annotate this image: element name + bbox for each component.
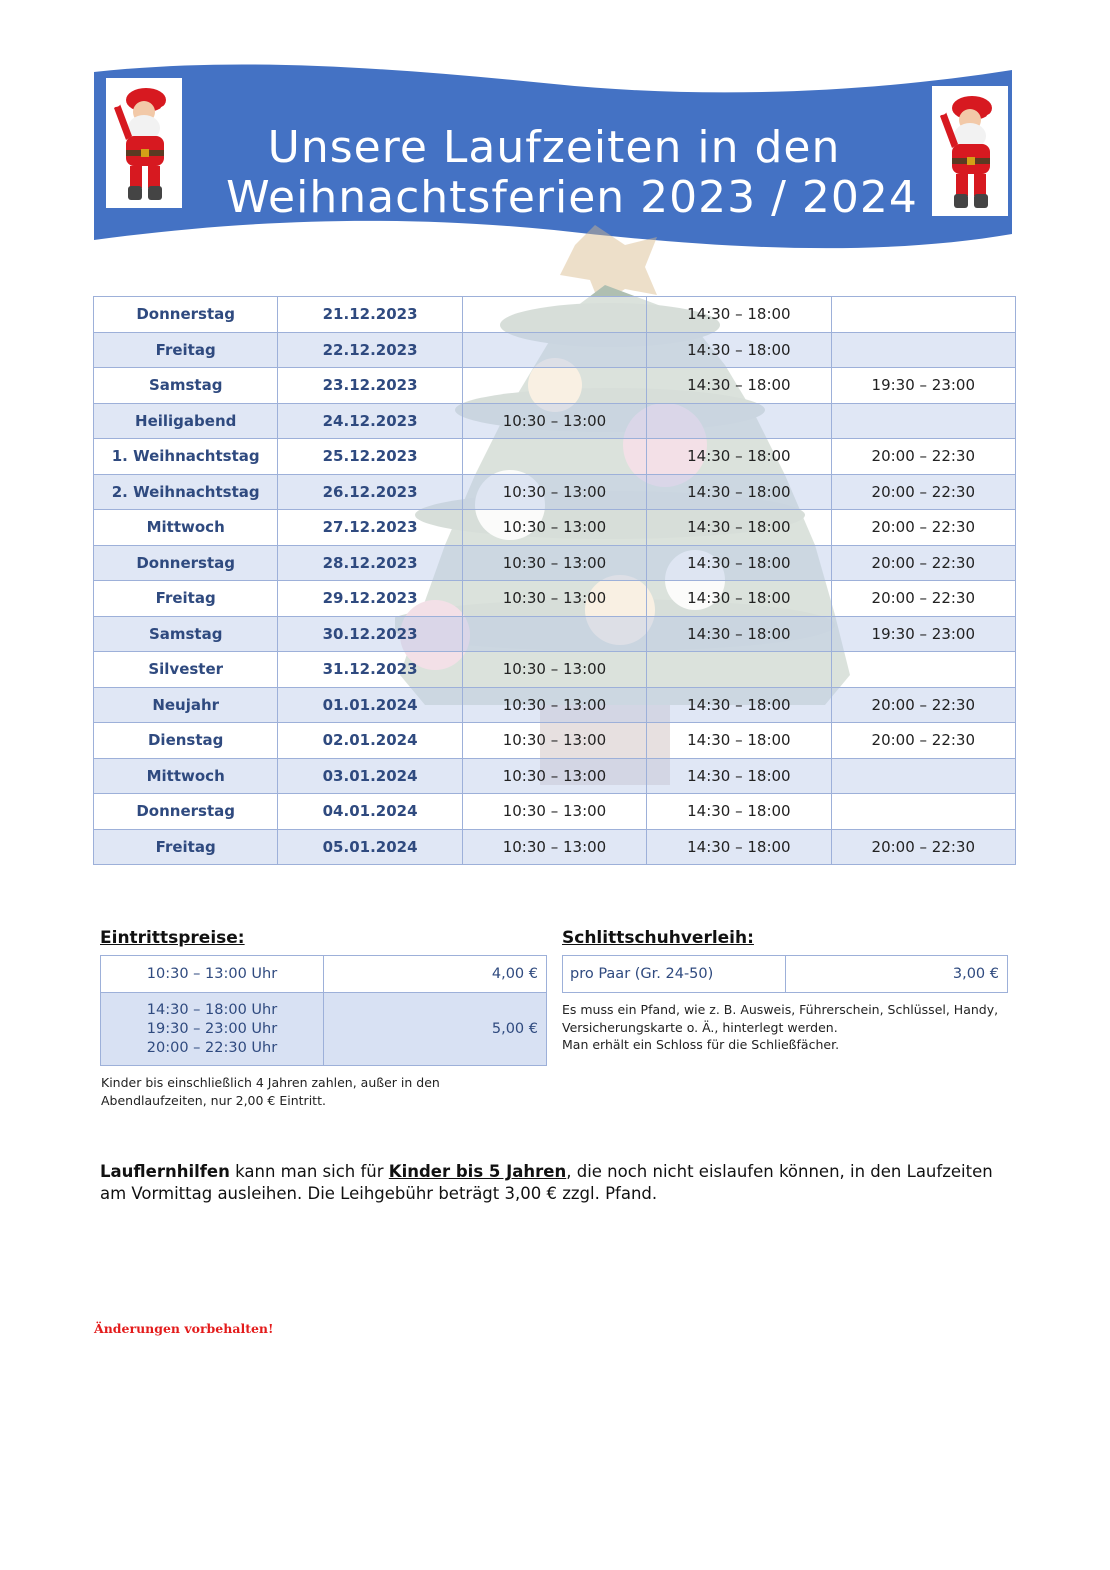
day-cell: Freitag [94, 332, 278, 368]
evening-time-cell: 19:30 – 23:00 [831, 616, 1015, 652]
day-cell: Samstag [94, 368, 278, 404]
morning-time-cell: 10:30 – 13:00 [462, 652, 646, 688]
note-line: Abendlaufzeiten, nur 2,00 € Eintritt. [101, 1092, 326, 1108]
price-value: 5,00 € [324, 993, 547, 1066]
evening-time-cell: 20:00 – 22:30 [831, 829, 1015, 865]
schedule-row [94, 510, 1016, 546]
walking-aid-term: Lauflernhilfen [100, 1162, 230, 1181]
day-cell: Silvester [94, 652, 278, 688]
day-cell: Samstag [94, 616, 278, 652]
banner-title-line1: Unsere Laufzeiten in den [267, 122, 841, 173]
date-cell: 21.12.2023 [278, 297, 462, 333]
day-cell: 2. Weihnachtstag [94, 474, 278, 510]
evening-time-cell: 20:00 – 22:30 [831, 581, 1015, 617]
evening-time-cell: 20:00 – 22:30 [831, 687, 1015, 723]
note-line: Kinder bis einschließlich 4 Jahren zahlen, außer in den [101, 1075, 440, 1090]
morning-time-cell: 10:30 – 13:00 [462, 794, 646, 830]
afternoon-time-cell: 14:30 – 18:00 [647, 829, 831, 865]
schedule-row [94, 439, 1016, 475]
changes-reserved-notice: Änderungen vorbehalten! [94, 1321, 274, 1336]
rental-label: pro Paar (Gr. 24-50) [563, 956, 786, 993]
morning-time-cell: 10:30 – 13:00 [462, 758, 646, 794]
price-row [101, 956, 547, 993]
afternoon-time-cell: 14:30 – 18:00 [647, 439, 831, 475]
morning-time-cell: 10:30 – 13:00 [462, 510, 646, 546]
schedule-row [94, 616, 1016, 652]
schedule-table [93, 296, 1016, 865]
morning-time-cell [462, 368, 646, 404]
price-time-label [101, 956, 324, 993]
rental-heading: Schlittschuhverleih: [562, 928, 754, 948]
morning-time-cell: 10:30 – 13:00 [462, 581, 646, 617]
date-cell: 25.12.2023 [278, 439, 462, 475]
afternoon-time-cell [647, 403, 831, 439]
deposit-note [562, 1001, 1012, 1054]
note-line: Es muss ein Pfand, wie z. B. Ausweis, Führerschein, Schlüssel, Handy, [562, 1002, 999, 1017]
schedule-row [94, 829, 1016, 865]
title-banner [92, 62, 1016, 254]
date-cell: 27.12.2023 [278, 510, 462, 546]
date-cell: 29.12.2023 [278, 581, 462, 617]
date-cell: 24.12.2023 [278, 403, 462, 439]
price-time: 20:00 – 22:30 Uhr [146, 1039, 278, 1056]
evening-time-cell [831, 758, 1015, 794]
schedule-row [94, 545, 1016, 581]
evening-time-cell: 20:00 – 22:30 [831, 439, 1015, 475]
evening-time-cell: 20:00 – 22:30 [831, 510, 1015, 546]
schedule-row [94, 723, 1016, 759]
date-cell: 22.12.2023 [278, 332, 462, 368]
banner-title-line2: Weihnachtsferien 2023 / 2024 [226, 172, 918, 223]
date-cell: 01.01.2024 [278, 687, 462, 723]
evening-time-cell [831, 403, 1015, 439]
afternoon-time-cell: 14:30 – 18:00 [647, 368, 831, 404]
schedule-row [94, 581, 1016, 617]
evening-time-cell: 20:00 – 22:30 [831, 545, 1015, 581]
paragraph-text: kann man sich für [229, 1162, 389, 1181]
morning-time-cell: 10:30 – 13:00 [462, 545, 646, 581]
evening-time-cell: 20:00 – 22:30 [831, 474, 1015, 510]
day-cell: 1. Weihnachtstag [94, 439, 278, 475]
afternoon-time-cell: 14:30 – 18:00 [647, 581, 831, 617]
schedule-row [94, 652, 1016, 688]
morning-time-cell: 10:30 – 13:00 [462, 723, 646, 759]
date-cell: 31.12.2023 [278, 652, 462, 688]
date-cell: 30.12.2023 [278, 616, 462, 652]
afternoon-time-cell [647, 652, 831, 688]
evening-time-cell: 20:00 – 22:30 [831, 723, 1015, 759]
schedule-row [94, 794, 1016, 830]
evening-time-cell [831, 794, 1015, 830]
schedule-row [94, 687, 1016, 723]
date-cell: 03.01.2024 [278, 758, 462, 794]
day-cell: Heiligabend [94, 403, 278, 439]
afternoon-time-cell: 14:30 – 18:00 [647, 545, 831, 581]
date-cell: 28.12.2023 [278, 545, 462, 581]
morning-time-cell [462, 616, 646, 652]
date-cell: 02.01.2024 [278, 723, 462, 759]
schedule-row [94, 403, 1016, 439]
day-cell: Mittwoch [94, 510, 278, 546]
day-cell: Donnerstag [94, 545, 278, 581]
morning-time-cell: 10:30 – 13:00 [462, 474, 646, 510]
morning-time-cell [462, 439, 646, 475]
evening-time-cell [831, 332, 1015, 368]
walking-aid-paragraph [100, 1161, 1000, 1205]
morning-time-cell: 10:30 – 13:00 [462, 829, 646, 865]
note-line: Man erhält ein Schloss für die Schließfächer. [562, 1037, 840, 1052]
schedule-row [94, 368, 1016, 404]
afternoon-time-cell: 14:30 – 18:00 [647, 687, 831, 723]
price-time-label [101, 993, 324, 1066]
day-cell: Freitag [94, 581, 278, 617]
afternoon-time-cell: 14:30 – 18:00 [647, 723, 831, 759]
morning-time-cell: 10:30 – 13:00 [462, 687, 646, 723]
rental-table [562, 955, 1008, 993]
date-cell: 05.01.2024 [278, 829, 462, 865]
afternoon-time-cell: 14:30 – 18:00 [647, 510, 831, 546]
schedule-row [94, 758, 1016, 794]
day-cell: Donnerstag [94, 794, 278, 830]
date-cell: 23.12.2023 [278, 368, 462, 404]
morning-time-cell [462, 297, 646, 333]
afternoon-time-cell: 14:30 – 18:00 [647, 758, 831, 794]
paragraph-text: , die noch nicht eislaufen können, in den Laufzeiten am Vormittag ausleihen. Die Leihgebühr beträgt 3,00 € zzgl. Pfand. [100, 1162, 993, 1203]
price-time: 14:30 – 18:00 Uhr [146, 1001, 278, 1018]
day-cell: Freitag [94, 829, 278, 865]
note-line: Versicherungskarte o. Ä., hinterlegt werden. [562, 1019, 838, 1035]
date-cell: 04.01.2024 [278, 794, 462, 830]
price-time: 10:30 – 13:00 Uhr [146, 965, 278, 982]
date-cell: 26.12.2023 [278, 474, 462, 510]
day-cell: Dienstag [94, 723, 278, 759]
price-row [101, 993, 547, 1066]
afternoon-time-cell: 14:30 – 18:00 [647, 616, 831, 652]
children-price-note [101, 1074, 481, 1109]
afternoon-time-cell: 14:30 – 18:00 [647, 332, 831, 368]
afternoon-time-cell: 14:30 – 18:00 [647, 474, 831, 510]
evening-time-cell [831, 297, 1015, 333]
evening-time-cell [831, 652, 1015, 688]
morning-time-cell: 10:30 – 13:00 [462, 403, 646, 439]
rental-row [563, 956, 1008, 993]
price-time: 19:30 – 23:00 Uhr [146, 1020, 278, 1037]
prices-heading: Eintrittspreise: [100, 928, 245, 948]
afternoon-time-cell: 14:30 – 18:00 [647, 794, 831, 830]
schedule-row [94, 297, 1016, 333]
day-cell: Neujahr [94, 687, 278, 723]
schedule-row [94, 474, 1016, 510]
morning-time-cell [462, 332, 646, 368]
afternoon-time-cell: 14:30 – 18:00 [647, 297, 831, 333]
rental-price: 3,00 € [785, 956, 1008, 993]
evening-time-cell: 19:30 – 23:00 [831, 368, 1015, 404]
schedule-row [94, 332, 1016, 368]
price-value: 4,00 € [324, 956, 547, 993]
age-limit-emphasis: Kinder bis 5 Jahren [388, 1162, 567, 1181]
day-cell: Donnerstag [94, 297, 278, 333]
prices-table [100, 955, 547, 1066]
day-cell: Mittwoch [94, 758, 278, 794]
